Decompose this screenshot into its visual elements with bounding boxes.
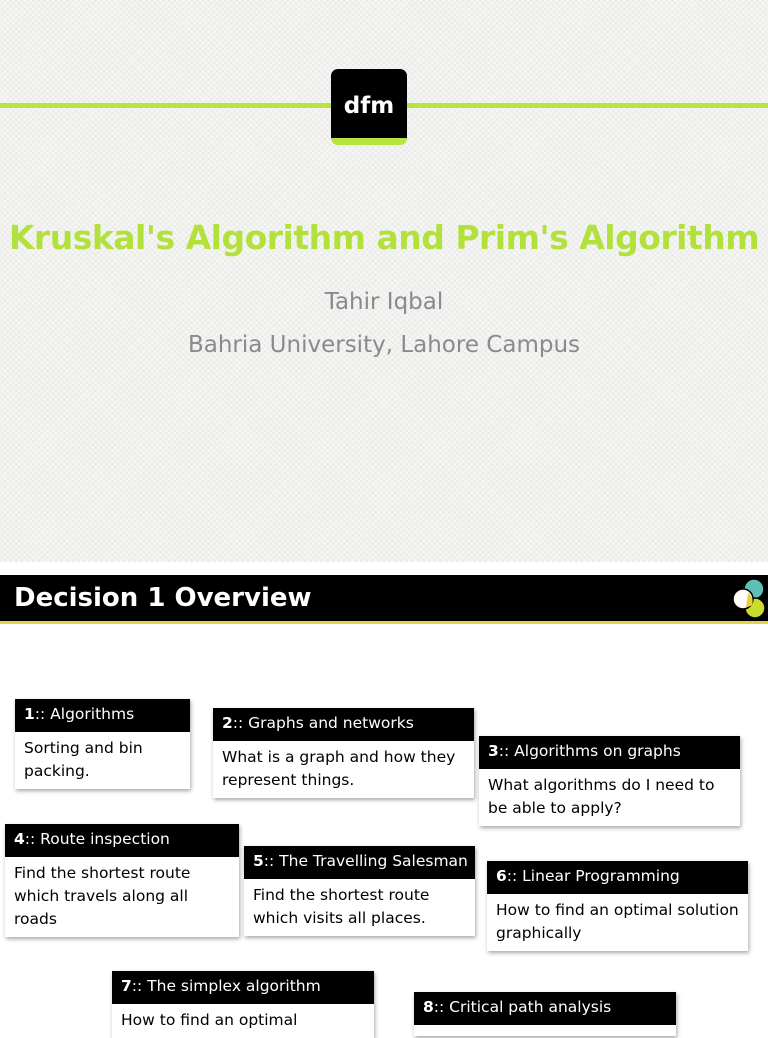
card-separator: :: [506, 867, 523, 885]
card-header [414, 992, 676, 1025]
card-body [414, 1025, 676, 1036]
card-header [5, 824, 239, 857]
card-number: 3 [488, 742, 499, 760]
card-title: Algorithms [50, 705, 135, 723]
card-separator: :: [498, 742, 515, 760]
topic-card-3[interactable] [479, 736, 740, 826]
dfm-logo: dfm [331, 69, 407, 145]
card-number: 1 [24, 705, 35, 723]
card-header [244, 846, 475, 879]
overview-slide [0, 575, 768, 1029]
card-title: The Travelling Salesman [279, 852, 468, 870]
header-title: Decision 1 Overview [14, 583, 312, 613]
institution-name: Bahria University, Lahore Campus [187, 332, 581, 358]
card-header [112, 971, 374, 1004]
card-body: How to find an optimal solution graphically [496, 901, 739, 942]
card-separator: :: [34, 705, 51, 723]
card-title: Linear Programming [522, 867, 680, 885]
card-header [15, 699, 190, 732]
topic-card-2[interactable] [213, 708, 474, 798]
card-body: Find the shortest route which visits all places. [253, 886, 430, 927]
author-name: Tahir Iqbal [324, 289, 444, 315]
card-title: Critical path analysis [449, 998, 612, 1016]
card-header [213, 708, 474, 741]
card-separator: :: [232, 714, 249, 732]
card-number: 5 [253, 852, 264, 870]
card-body: What is a graph and how they represent things. [222, 748, 456, 789]
card-title: Algorithms on graphs [514, 742, 681, 760]
topic-card-1[interactable] [15, 699, 190, 789]
card-body: How to find an optimal [121, 1011, 298, 1029]
topic-card-8[interactable] [414, 992, 676, 1036]
card-separator: :: [263, 852, 280, 870]
card-separator: :: [433, 998, 450, 1016]
card-number: 7 [121, 977, 132, 995]
card-header [479, 736, 740, 769]
slide-header [0, 575, 768, 624]
topic-card-7[interactable] [112, 971, 374, 1038]
card-body: Sorting and bin packing. [24, 739, 143, 780]
card-separator: :: [24, 830, 41, 848]
card-number: 6 [496, 867, 507, 885]
topic-card-5[interactable] [244, 846, 475, 936]
card-separator: :: [131, 977, 148, 995]
card-number: 4 [14, 830, 25, 848]
topic-card-4[interactable] [5, 824, 239, 937]
card-title: Graphs and networks [248, 714, 414, 732]
slide-title: Kruskal's Algorithm and Prim's Algorithm [8, 218, 760, 257]
card-number: 2 [222, 714, 233, 732]
three-circles-logo-icon [722, 576, 768, 622]
card-title: The simplex algorithm [147, 977, 321, 995]
card-title: Route inspection [40, 830, 170, 848]
card-number: 8 [423, 998, 434, 1016]
topic-card-6[interactable] [487, 861, 748, 951]
card-body: Find the shortest route which travels along all roads [14, 864, 191, 928]
card-body: What algorithms do I need to be able to apply? [488, 776, 715, 817]
card-header [487, 861, 748, 894]
